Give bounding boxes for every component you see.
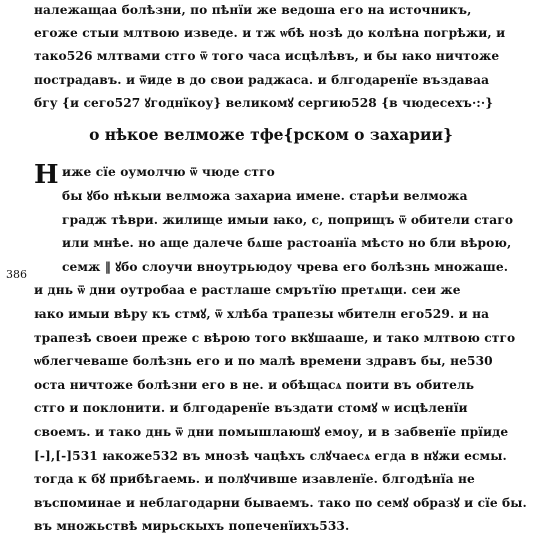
chapter-heading: о нѣкое велможе тфе{рском о захарии} <box>89 125 453 144</box>
text-line: егоже стыи млтвою изведе. и тж ѡбѣ нозѣ до колѣна погрѣжи, и <box>34 26 506 41</box>
text-line: ꙗко имыи вѣру къ стмꙋ, ѿ хлѣба трапезы ѡбителн его529. и на <box>34 307 490 321</box>
text-line: въ множьствѣ мирьскыхъ попеченїихъ533. <box>34 519 350 534</box>
text-line: семж ‖ ꙋбо слоучи вноутрьюдоу чрева его болѣзнь множаше. <box>62 259 509 274</box>
text-line: градж тѣври. жилище имыи ꙗко, с, поприщъ ѿ обители стаго <box>62 212 514 227</box>
text-line: належащаа болѣзни, по пѣнїи же ведоша его на источникъ, <box>34 3 472 17</box>
text-line: и днь ѿ дни оутробаа е растлаше смрътїю претѧщи. сеи же <box>34 283 461 298</box>
text-line: стго и поклонити. и блгодаренїе въздати стомꙋ ѡ исцѣленїи <box>34 401 468 416</box>
text-line: или мнѣе. но аще далече бѧше растоанїа мѣсто но бли вѣрою, <box>62 236 512 251</box>
text-line: [-],[-]531 ꙗкоже532 въ мнозѣ чацѣхъ слꙋчаесѧ егда в нꙋжи есмы. <box>34 448 507 463</box>
first-text-line: иже сїе оумолчю ѿ чюде стго <box>62 165 275 179</box>
text-line: своемъ. и тако днь ѿ дни помышлаюшꙋ емоу, и в забвенїе прїиде <box>34 425 509 439</box>
text-line: оста ничтоже болѣзни его в не. и обѣщасѧ поити въ обитель <box>34 377 475 392</box>
text-line: бгу {и сего527 ꙋгоднїкоу} великомꙋ сергию528 {в чюдесехъ·:·} <box>34 95 494 110</box>
text-line: въспоминае и неблагодарни бываемъ. тако по семꙋ образꙋ и сїе бы. <box>34 495 527 510</box>
text-line: тако526 млтвами стго ѿ того часа исцѣлѣвъ, и бы ꙗко ничтоже <box>34 49 500 64</box>
text-line: бы ꙋбо нѣкыи велможа захариа имене. старѣи велможа <box>62 189 468 203</box>
drop-cap-letter: Н <box>34 160 59 190</box>
margin-page-number: 386 <box>6 268 27 281</box>
text-line: пострадавъ. и ѿиде в до свои раджаса. и блгодаренїе въздаваа <box>34 72 490 87</box>
text-line: ѡблегчеваше болѣзнь его и по малѣ времени здравъ бы, не530 <box>34 354 493 369</box>
text-line: тогда к бꙋ прибѣгаемь. и полꙋчивше изавленїе. блгодѣнїа не <box>34 472 475 487</box>
text-line: трапезѣ своеи преже с вѣрою того вкꙋшааше, и тако млтвою стго <box>34 330 516 345</box>
